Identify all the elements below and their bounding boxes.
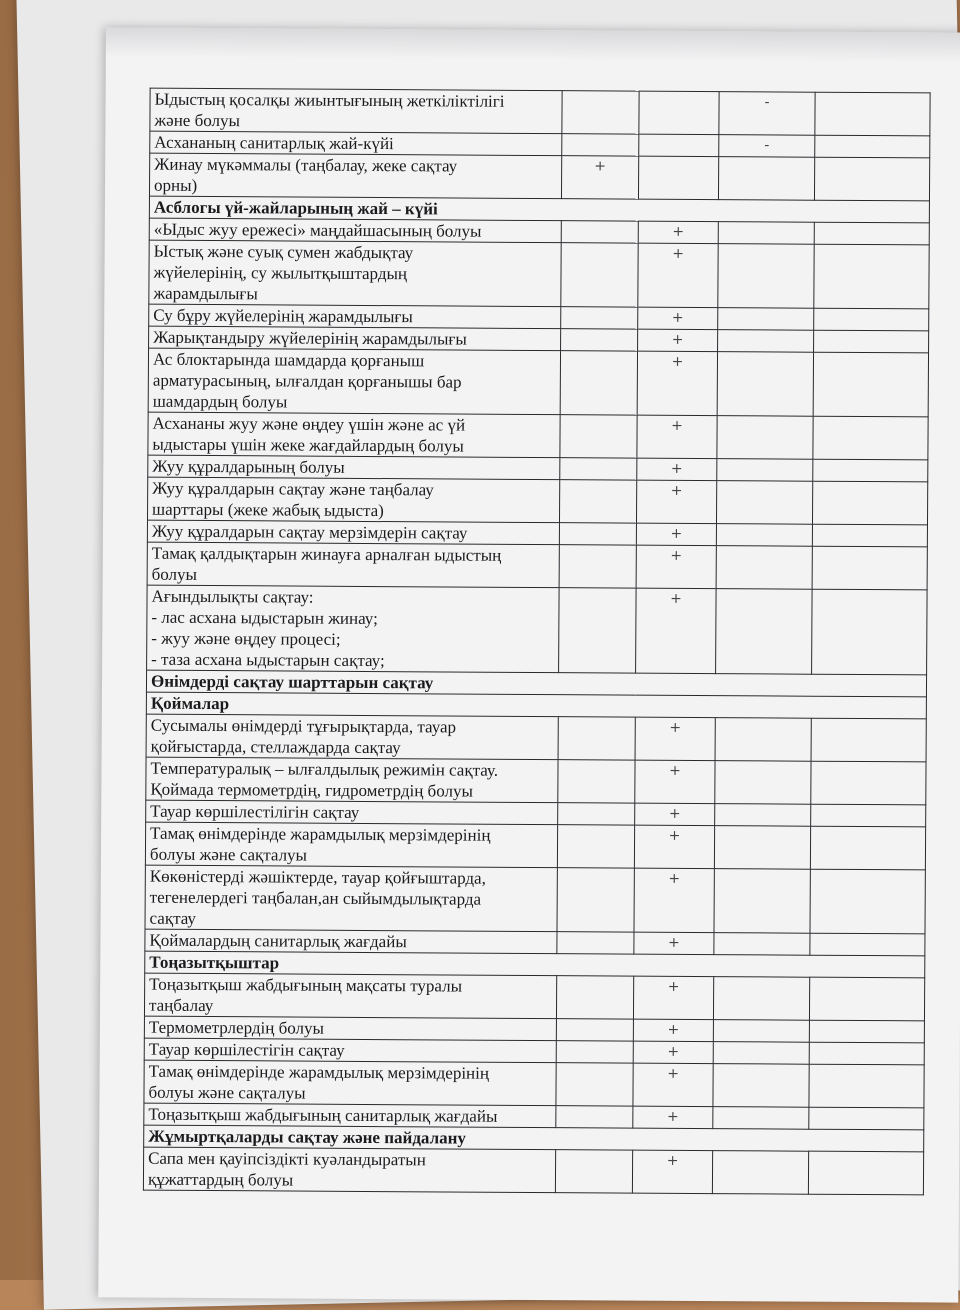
mark-cell-3	[716, 546, 812, 590]
mark-cell-2: +	[635, 760, 715, 803]
mark-cell-3	[714, 933, 810, 956]
mark-cell-1	[560, 351, 637, 415]
mark-cell-4	[814, 157, 929, 201]
mark-cell-3	[713, 977, 809, 1021]
mark-cell-1	[561, 243, 638, 307]
mark-cell-2: +	[634, 868, 714, 932]
mark-cell-3	[713, 1107, 809, 1130]
mark-cell-2: +	[636, 588, 717, 673]
mark-cell-4	[811, 804, 926, 827]
table-row	[143, 1147, 923, 1195]
mark-cell-1	[560, 458, 637, 480]
mark-cell-2: +	[638, 243, 718, 307]
criterion-cell: Тоңазытқыш жабдығының мақсаты туралы таңбалау	[144, 973, 556, 1019]
mark-cell-1	[556, 976, 633, 1019]
mark-cell-1	[561, 307, 638, 329]
mark-cell-4	[812, 524, 927, 547]
mark-cell-1	[555, 1150, 632, 1193]
mark-cell-1: +	[561, 156, 638, 199]
mark-cell-4	[808, 1151, 923, 1195]
mark-cell-3	[717, 416, 813, 460]
mark-cell-2: +	[633, 1019, 713, 1041]
criterion-cell: Тауар көршілестілігін сақтау	[146, 800, 558, 825]
criterion-cell: Тоңазытқыш жабдығының санитарлық жағдайы	[144, 1103, 556, 1128]
mark-cell-3	[716, 481, 812, 525]
mark-cell-4	[814, 244, 929, 309]
criterion-cell: Ас блоктарында шамдарда қорғаныш арматурасының, ылғалдан қорғанышы бар шамдардың болуы	[148, 348, 560, 415]
mark-cell-2	[639, 134, 719, 156]
mark-cell-4	[812, 589, 928, 675]
mark-cell-1	[556, 1063, 633, 1106]
criterion-cell: Жарықтандыру жүйелерінің жарамдылығы	[149, 326, 561, 351]
table-row	[147, 477, 927, 525]
criterion-cell: Ыдыстың қосалқы жиынтығының жеткіліктілігі және болуы	[150, 88, 562, 134]
criterion-cell: Көкөністерді жәшіктерде, тауар қойғыштарда, тегенелердегі таңбалан,ан сыйымдылықтарда сақтау	[145, 865, 557, 932]
mark-cell-3	[718, 244, 814, 309]
mark-cell-3	[715, 804, 811, 827]
criterion-cell: Жуу құралдарының болуы	[148, 455, 560, 480]
mark-cell-4	[813, 459, 928, 482]
table-row	[145, 865, 925, 934]
mark-cell-2: +	[636, 480, 716, 523]
mark-cell-3	[713, 1020, 809, 1043]
mark-cell-3	[717, 352, 813, 417]
mark-cell-2: +	[634, 932, 714, 954]
section-heading: Жұмыртқаларды сақтау және пайдалану	[144, 1125, 924, 1152]
table-row	[148, 412, 928, 460]
section-heading: Қоймалар	[146, 692, 926, 719]
mark-cell-4	[811, 761, 926, 805]
page-top-edge	[106, 27, 960, 62]
mark-cell-1	[561, 329, 638, 351]
mark-cell-3	[715, 718, 811, 762]
mark-cell-3	[713, 1042, 809, 1065]
mark-cell-2: +	[637, 458, 717, 480]
criterion-cell: Қоймалардың санитарлық жағдайы	[145, 929, 557, 954]
table-row	[146, 714, 926, 762]
mark-cell-2: +	[636, 523, 716, 545]
table-row	[147, 542, 927, 590]
mark-cell-1	[562, 91, 639, 134]
mark-cell-3	[718, 308, 814, 331]
mark-cell-2: +	[633, 1063, 713, 1106]
mark-cell-3	[713, 1064, 809, 1108]
table-row	[144, 1060, 924, 1108]
section-heading: Тоңазытқыштар	[145, 951, 925, 978]
criterion-cell: «Ыдыс жуу ережесі» маңдайшасының болуы	[149, 218, 561, 243]
mark-cell-1	[561, 221, 638, 243]
mark-cell-4	[809, 1064, 924, 1108]
criterion-cell: Жинау мүкәммалы (таңбалау, жеке сақтау орны)	[149, 153, 561, 199]
mark-cell-3	[718, 157, 814, 201]
mark-cell-2: +	[633, 1041, 713, 1063]
criterion-cell: Асхананы жуу және өңдеу үшін және ас үй ыдыстары үшін жеке жағдайлардың болуы	[148, 412, 560, 458]
mark-cell-2: +	[633, 1106, 713, 1128]
criterion-cell: Температуралық – ылғалдылық режимін сақтау. Қоймада термометрдің, гидрометрдің болуы	[146, 757, 558, 803]
mark-cell-4	[815, 92, 930, 136]
mark-cell-1	[557, 825, 634, 868]
mark-cell-4	[814, 222, 929, 245]
mark-cell-3	[717, 459, 813, 482]
criterion-cell: Тауар көршілестігін сақтау	[144, 1038, 556, 1063]
criterion-cell: Асхананың санитарлық жай-күйі	[150, 131, 562, 156]
mark-cell-1	[560, 415, 637, 458]
criterion-cell: Су бұру жүйелерінің жарамдылығы	[149, 304, 561, 329]
mark-cell-3	[718, 330, 814, 353]
mark-cell-1	[557, 868, 634, 932]
criterion-cell: Ыстық және суық сумен жабдықтау жүйелерінің, су жылытқыштардың жарамдылығы	[149, 240, 561, 307]
mark-cell-2: +	[637, 415, 717, 458]
criterion-cell: Тамақ қалдықтарын жинауға арналған ыдыстың болуы	[147, 542, 559, 588]
table-row	[150, 88, 930, 136]
mark-cell-3	[712, 1151, 808, 1195]
mark-cell-1	[558, 760, 635, 803]
mark-cell-4	[809, 1107, 924, 1130]
criterion-cell: Жуу құралдарын сақтау мерзімдерін сақтау	[147, 520, 559, 545]
checklist-rows	[143, 88, 930, 1195]
table-row	[149, 240, 929, 309]
mark-cell-1	[558, 717, 635, 760]
table-row	[147, 585, 928, 675]
criterion-cell: Сапа мен қауіпсіздікті куәландыратын құжаттардың болуы	[143, 1147, 555, 1193]
mark-cell-2: +	[638, 307, 718, 329]
table-row	[149, 153, 929, 201]
mark-cell-4	[815, 135, 930, 158]
mark-cell-4	[812, 546, 927, 590]
mark-cell-3	[718, 222, 814, 245]
mark-cell-1	[557, 932, 634, 954]
mark-cell-1	[558, 803, 635, 825]
mark-cell-4	[810, 826, 925, 870]
mark-cell-4	[814, 330, 929, 353]
table-row	[148, 348, 928, 417]
mark-cell-2: +	[633, 976, 713, 1019]
mark-cell-1	[559, 480, 636, 523]
mark-cell-4	[811, 718, 926, 762]
mark-cell-3	[716, 524, 812, 547]
mark-cell-2: +	[636, 545, 716, 588]
mark-cell-4	[810, 933, 925, 956]
mark-cell-1	[559, 523, 636, 545]
mark-cell-3	[716, 589, 813, 675]
mark-cell-4	[809, 1020, 924, 1043]
mark-cell-4	[810, 869, 925, 934]
table-row	[144, 973, 924, 1021]
mark-cell-4	[809, 977, 924, 1021]
mark-cell-2: +	[635, 717, 715, 760]
mark-cell-1	[562, 134, 639, 156]
mark-cell-2	[639, 91, 719, 134]
mark-cell-4	[809, 1042, 924, 1065]
mark-cell-1	[556, 1041, 633, 1063]
mark-cell-2: +	[637, 351, 717, 415]
mark-cell-2: +	[632, 1150, 712, 1193]
table-row	[145, 822, 925, 870]
document-page	[98, 27, 960, 1302]
checklist-table	[143, 88, 931, 1196]
mark-cell-2	[638, 156, 718, 199]
criterion-cell: Сусымалы өнімдерді тұғырықтарда, тауар қойғыстарда, стеллаждарда сақтау	[146, 714, 558, 760]
mark-cell-4	[813, 416, 928, 460]
mark-cell-4	[813, 352, 928, 417]
mark-cell-4	[812, 481, 927, 525]
criterion-cell: Тамақ өнімдерінде жарамдылық мерзімдерінің болуы және сақталуы	[145, 822, 557, 868]
mark-cell-1	[556, 1106, 633, 1128]
mark-cell-3	[714, 869, 810, 934]
criterion-cell: Термометрлердің болуы	[144, 1016, 556, 1041]
mark-cell-2: +	[634, 825, 714, 868]
table-row	[146, 757, 926, 805]
criterion-cell: Тамақ өнімдерінде жарамдылық мерзімдерінің болуы және сақталуы	[144, 1060, 556, 1106]
mark-cell-2: +	[638, 329, 718, 351]
mark-cell-1	[559, 545, 636, 588]
criterion-cell: Жуу құралдарын сақтау және таңбалау шарттары (жеке жабық ыдыста)	[147, 477, 559, 523]
mark-cell-4	[814, 308, 929, 331]
mark-cell-3	[714, 826, 810, 870]
mark-cell-2: +	[635, 803, 715, 825]
mark-cell-3: -	[719, 135, 815, 158]
mark-cell-1	[559, 588, 637, 673]
section-heading: Өнімдерді сақтау шарттарын сақтау	[146, 670, 926, 697]
section-heading: Асблогы үй-жайларының жай – күйі	[149, 196, 929, 223]
mark-cell-2: +	[638, 221, 718, 243]
mark-cell-1	[556, 1019, 633, 1041]
mark-cell-3	[715, 761, 811, 805]
criterion-cell: Ағындылықты сақтау: - лас асхана ыдыстарын жинау; - жуу және өңдеу процесі; - таза асхана ыдыстарын сақтау;	[147, 585, 560, 673]
mark-cell-3: -	[719, 92, 815, 136]
